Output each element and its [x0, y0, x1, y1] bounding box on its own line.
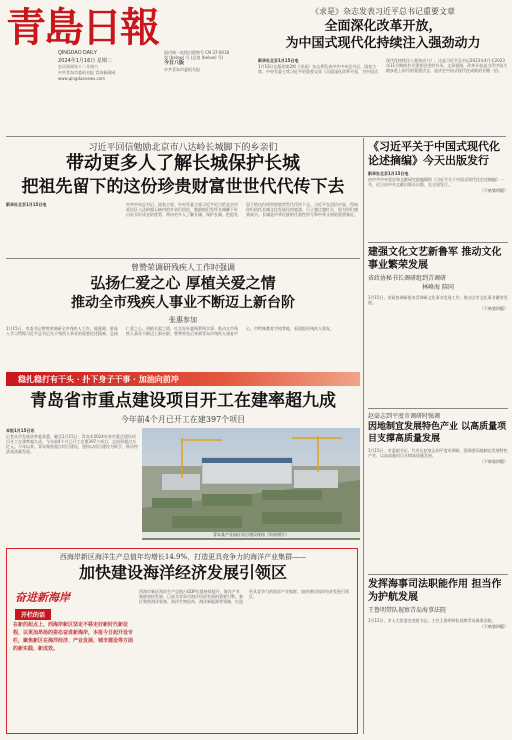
sidebar-item	[368, 412, 508, 572]
story-changcheng	[6, 138, 360, 258]
sidebar-extra: 林峰海 陪同	[422, 284, 454, 291]
masthead	[6, 6, 252, 82]
masthead-url[interactable]: www.qingdaonews.com	[58, 76, 106, 81]
photo-caption: 青岛某产业园区项目建设现场（资料照片）	[142, 532, 360, 538]
section-label: 奋进新海岸	[15, 591, 70, 604]
sidebar-body	[368, 295, 508, 391]
issue-line: 中共青岛市委机关报	[164, 67, 200, 72]
divider	[6, 258, 360, 259]
story-kicker: 习近平回信勉励北京市八达岭长城脚下的乡亲们	[88, 143, 278, 153]
story-headline[interactable]: 带动更多人了解长城保护长城	[66, 153, 300, 174]
story-projects	[6, 388, 360, 548]
top-story-body	[258, 58, 508, 134]
issue-line: 今日八版	[164, 60, 185, 66]
byline: 新华社北京1月15日电	[6, 202, 47, 207]
continued-note: （下转第四版）	[480, 459, 508, 464]
article-text: 1月16日出版的第2期《求是》杂志将发表中共中央总书记、国家主席、中央军委主席习近平的重要文章《全面深化改革开放，为中国式现代化持续注入强劲动力》。这是习近平总书记2023年4月至2023年11月期间有关重要论述的节录。文章强调，改革开放是当代中国大踏步赶上时代的重要法宝，是决定中国式现代化成败的关键一招。	[258, 58, 508, 74]
sidebar-item	[368, 246, 508, 406]
news-photo	[142, 428, 360, 540]
article-text: 中共中央总书记、国家主席、中央军委主席习近平近日给北京市延庆区八达岭镇石峡村的乡亲们回信，勉励他们发挥长城脚下好山好水好风光的优势，带动更多人了解长城、保护长城，把祖先留下的这份珍贵财富世世代代传下去。习近平在回信中说，得知你们依托长城文化发展民宿旅游，日子越过越红火，很为你们感到高兴。长城是中华民族的代表性符号和中华文明的重要象征。	[126, 202, 358, 217]
divider	[6, 136, 506, 137]
byline: 新华社北京1月15日电	[368, 171, 409, 176]
story-headline[interactable]: 青岛省市重点建设项目开工在建率超九成	[30, 391, 336, 411]
story-disabled	[6, 260, 360, 372]
sidebar-subhead: 省政协秘书长调研组到青调研	[368, 275, 447, 282]
column-body: 在新的起点上，西海岸新区坚定不移走好新时代新征程，以更加昂扬的姿态奋进新海岸，本报今日起开设专栏，聚焦新区在海洋经济、产业发展、城市建设等方面的新实践、新成效。	[13, 622, 133, 652]
sidebar-headline[interactable]: 建强文化文艺新鲁军 推动文化事业繁荣发展	[368, 247, 502, 271]
sidebar-headline[interactable]: 因地制宜发展特色产业 以高质量项目支撑高质量发展	[368, 422, 507, 444]
masthead-date: 2024年1月16日 星期二	[58, 58, 112, 64]
slogan-banner	[6, 372, 360, 386]
sidebar-kicker: 赵豪志到平度市调研时强调	[368, 413, 441, 420]
top-story-headline[interactable]: 全面深化改革开放，	[324, 19, 442, 34]
divider	[368, 242, 508, 243]
story-headline[interactable]: 把祖先留下的这份珍贵财富世世代代传下去	[21, 177, 345, 197]
divider	[368, 574, 508, 575]
masthead-pinyin: QINGDAO DAILY	[58, 50, 98, 56]
sidebar-item	[368, 578, 508, 734]
masthead-lunar: 农历癸卯年十二月初六	[58, 64, 98, 69]
issue-line: 第 (below) 号 (总第 (below) 号)	[164, 55, 224, 60]
column-label: 开栏的话	[15, 609, 51, 620]
top-story	[258, 6, 508, 134]
article-text: 1月15日，省政协调研组来青调研文化事业发展工作，推动全市文化事业繁荣发展。	[368, 295, 508, 305]
article-text: 记者从市发展改革委获悉，截至1月15日，青岛市2024年省市重点建设项目开工在建率超九成，今年前4个月已开工在建397个项目，总投资超过万亿元。今年以来，青岛聚焦重点项目建设，坚持以项目建设为抓手，推动经济高质量发展。	[6, 434, 138, 454]
story-body	[6, 428, 138, 544]
issue-info	[164, 50, 254, 72]
story-headline[interactable]: 弘扬仁爱之心 厚植关爱之情	[90, 274, 276, 292]
continued-note: （下转第四版）	[480, 306, 508, 311]
top-story-kicker: 《求是》杂志发表习近平总书记重要文章	[311, 7, 455, 16]
sidebar	[368, 138, 508, 736]
sidebar-headline[interactable]: 发挥海事司法职能作用 担当作为护航发展	[368, 579, 502, 603]
story-headline[interactable]: 推动全市残疾人事业不断迈上新台阶	[71, 295, 295, 311]
issue-line: 国内统一连续出版物号 CN 37-0018	[164, 50, 230, 55]
divider	[368, 408, 508, 409]
masthead-contact: 中共青岛市委机关报 青岛新闻网	[58, 70, 116, 75]
continued-note: （下转第四版）	[480, 188, 508, 193]
byline: 本报1月15日讯	[6, 428, 35, 433]
sidebar-subhead: 王鲁明带队视察青岛海事法院	[368, 607, 447, 614]
banner-text: 稳扎稳打有干头 · 扑下身子干事 · 加油向前冲	[18, 374, 179, 384]
continued-note: （下转第四版）	[480, 624, 508, 629]
story-body	[6, 202, 360, 256]
article-text: 1月15日，市委副书记、代市长赵豪志到平度市调研，强调要因地制宜发展特色产业，以高质量项目支撑高质量发展。	[368, 448, 508, 458]
byline: 新华社北京1月15日电	[258, 58, 299, 63]
story-author: 张惠参加	[169, 316, 197, 324]
story-body	[139, 589, 353, 729]
story-kicker: 曾赞荣调研残疾人工作时强调	[131, 263, 235, 272]
sidebar-body	[368, 618, 508, 722]
sidebar-headline[interactable]: 《习近平关于中国式现代化论述摘编》今天出版发行	[368, 140, 500, 167]
masthead-title: 青島日報	[6, 4, 158, 51]
construction-site-photo	[142, 428, 360, 540]
sidebar-body	[368, 448, 508, 552]
sidebar-body	[368, 171, 508, 231]
sidebar-item	[368, 140, 508, 240]
article-text: 1月15日，市人大常委会党组书记、主任王鲁明带队视察青岛海事法院。	[368, 618, 496, 623]
divider	[363, 138, 364, 734]
story-kicker: 西海岸新区海洋生产总值年均增长14.9%，打造更具竞争力的海洋产业集群——	[59, 553, 307, 561]
article-text: 西海岸新区海洋生产总值占GDP比重持续提升，海洋产业集群加快发展，已成为青岛市海洋经济发展的重要引擎。新区聚焦海洋装备、海洋生物医药、海洋新能源等领域，打造更具竞争力的海洋产业集群，加快建设海洋经济发展引领区。	[139, 589, 349, 604]
article-text: 由中共中央党史和文献研究院编辑的《习近平关于中国式现代化论述摘编》一书，近日由中央文献出版社出版，在全国发行。	[368, 177, 504, 187]
ocean-story-box	[6, 548, 358, 734]
story-body	[6, 326, 360, 370]
top-story-headline[interactable]: 为中国式现代化持续注入强劲动力	[285, 36, 481, 51]
story-subhead: 今年前4个月已开工在建397个项目	[120, 415, 246, 424]
story-headline[interactable]: 加快建设海洋经济发展引领区	[78, 563, 287, 582]
article-text: 1月15日，市委书记曾赞荣调研全市残疾人工作，他强调，要深入学习贯彻习近平总书记关于残疾人事业的重要论述精神，弘扬仁爱之心，厚植关爱之情，扎实办好惠残利残实事，推动全市残疾人事业不断迈上新台阶。曾赞荣先后来到青岛市残疾人康复中心、市特殊教育学校等地，看望慰问残疾人朋友。	[6, 326, 334, 336]
column-feature	[11, 587, 135, 731]
